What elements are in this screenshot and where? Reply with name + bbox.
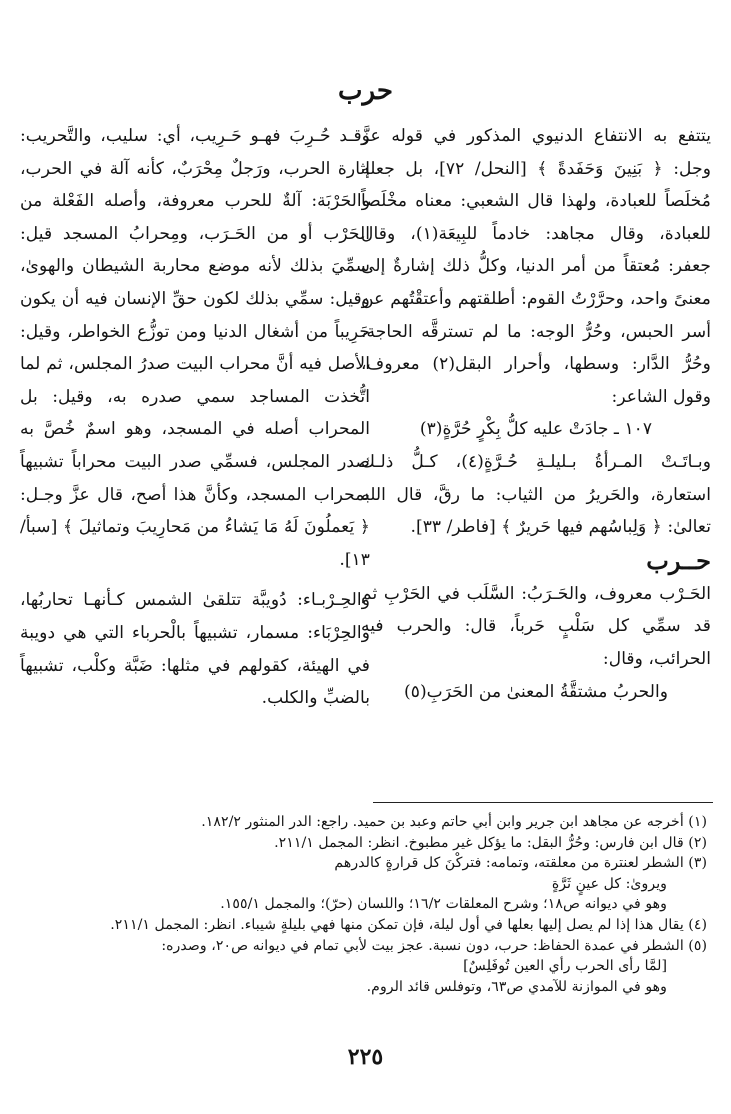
footnote-divider — [373, 802, 713, 803]
left-column — [20, 120, 370, 715]
paragraph: وبـاتَـتْ المـرأةُ بـليلـةِ حُـرَّةٍ(٤)، كـلُّ ذلـك استعارة، والحَريرُ من الثياب: ما رقَّ، قال الله تعالىٰ: ﴿ وَلِباسُهم فيها حَريرٌ ﴾ [فاطر/ ٣٣]. — [361, 451, 712, 538]
footnote: (٣) الشطر لعنترة من معلقته، وتمامه: فتركْنَ كل قرارةٍ كالدرهم — [334, 855, 707, 872]
right-column — [361, 120, 711, 708]
paragraph: يتتفع به الانتفاع الدنيوي المذكور في قوله عزَّ وجل: ﴿ بَنِينَ وَحَفَدةً ﴾ [النحل/ ٧٢]، بل جعله مُخلَصاً للعبادة، ولهذا قال الشعبي: معناه مخْلَصاً للعبادة، وقال مجاهد: خادماً للبِيعَة(١)، وقال جعفر: مُعتقاً من أمر الدنيا، وكلُّ ذلك إشارةٌ إلى معنىً واحد، وحرَّرْتُ القوم: أطلقتهم وأعتقْتُهم عن أسر الحبس، وحُرُّ الوجه: ما لم تسترقَّه الحاجة، وحُرُّ الدَّار: وسطها، وأحرار البقل(٢) معروف، وقول الشاعر: — [361, 126, 711, 407]
page-header: حرب — [338, 76, 393, 106]
footnotes — [17, 812, 707, 997]
paragraph: وقـد حُـرِبَ فهـو حَـرِيب، أي: سليب، والتَّحريب: إثارة الحرب، ورَجلٌ مِحْرَبٌ، كأنه آلة في الحرب، والحَرْبَة: آلةٌ للحرب معروفة، وأصله الفَعْلة من الحَرْب أو من الحَـرَب، ومِحرابُ المسجد قيل: سمِّيَ بذلك لأنه موضع محاربة الشيطان والهوىٰ، وقيل: سمِّي بذلك لكون حقِّ الإنسان فيه أن يكون حَرِيباً من أشغال الدنيا ومن توزُّع الخواطر، وقيل: الأصل فيه أنَّ محراب البيت صدرُ المجلس، ثم لما اتُّخذت المساجد سمي صدره به، وقيل: بل المحراب أصله في المسجد، وهو اسمٌ خُصَّ به صدر المجلس، فسمِّي صدر البيت محراباً تشبيهاً بمحراب المسجد، وكأنَّ هذا أصح، قال عزَّ وجـل: ﴿ يَعملُونَ لَهُ مَا يَشاءُ من مَحارِيبَ وتماثيلَ ﴾ [سبأ/ ١٣]. — [20, 126, 370, 570]
verse: والحربُ مشتقَّةُ المعنىٰ من الحَرَبِ(٥) — [403, 681, 669, 702]
footnote-line: ويروىٰ: كل عينٍ ثَرَّةٍ — [551, 875, 667, 892]
footnote: (١) أخرجه عن مجاهد ابن جرير وابن أبي حاتم وعبد بن حميد. راجع: الدر المنثور ١٨٢/٢. — [201, 814, 707, 830]
footnote: (٢) قال ابن فارس: وحُرُّ البقل: ما يؤكل غير مطبوخ. انظر: المجمل ٢١١/١. — [274, 834, 707, 851]
paragraph: والحِـرْبـاء: دُويبَّة تتلقىٰ الشمس كـأنهـا تحاربُها، والحِرْبَاء: مسمار، تشبيهاً بالْحرباء التي هي دويبة في الهيئة، كقولهم في مثلها: ضَبَّة وكلْب، تشبيهاً بالضبِّ والكلب. — [20, 590, 370, 709]
footnote: (٤) يقال هذا إذا لم يصل إليها بعلها في أول ليلة، فإن تمكن منها فهي بليلةٍ شيباء. انظر: المجمل ٢١١/١. — [110, 916, 707, 933]
entry-heading: حــرب — [646, 545, 711, 575]
footnote-line: [لمَّا رأى الحرب رأي العين تُوفَلِسٌ] — [463, 958, 667, 975]
footnote-line: وهو في ديوانه ص١٨؛ وشرح المعلقات ١٦/٢؛ واللسان (حرّ)؛ والمجمل ١٥٥/١. — [220, 896, 667, 913]
paragraph: الحَـرْب معروف، والحَـرَبُ: السَّلَب في الحَرْبِ ثم قد سمِّي كل سَلْبٍ حَرباً، قال: والحرب فيه الحرائب، وقال: — [361, 583, 711, 669]
footnote-line: وهو في الموازنة للآمدي ص٦٣، وتوفلس قائد الروم. — [366, 978, 667, 995]
page-number: ٢٢٥ — [347, 1044, 384, 1070]
verse: ١٠٧ ـ جادَتْ عليه كلُّ بِكْرٍ حُرَّةٍ(٣) — [419, 419, 653, 440]
footnote: (٥) الشطر في عمدة الحفاظ: حرب، دون نسبة. عجز بيت لأبي تمام في ديوانه ص٢٠، وصدره: — [161, 937, 707, 954]
